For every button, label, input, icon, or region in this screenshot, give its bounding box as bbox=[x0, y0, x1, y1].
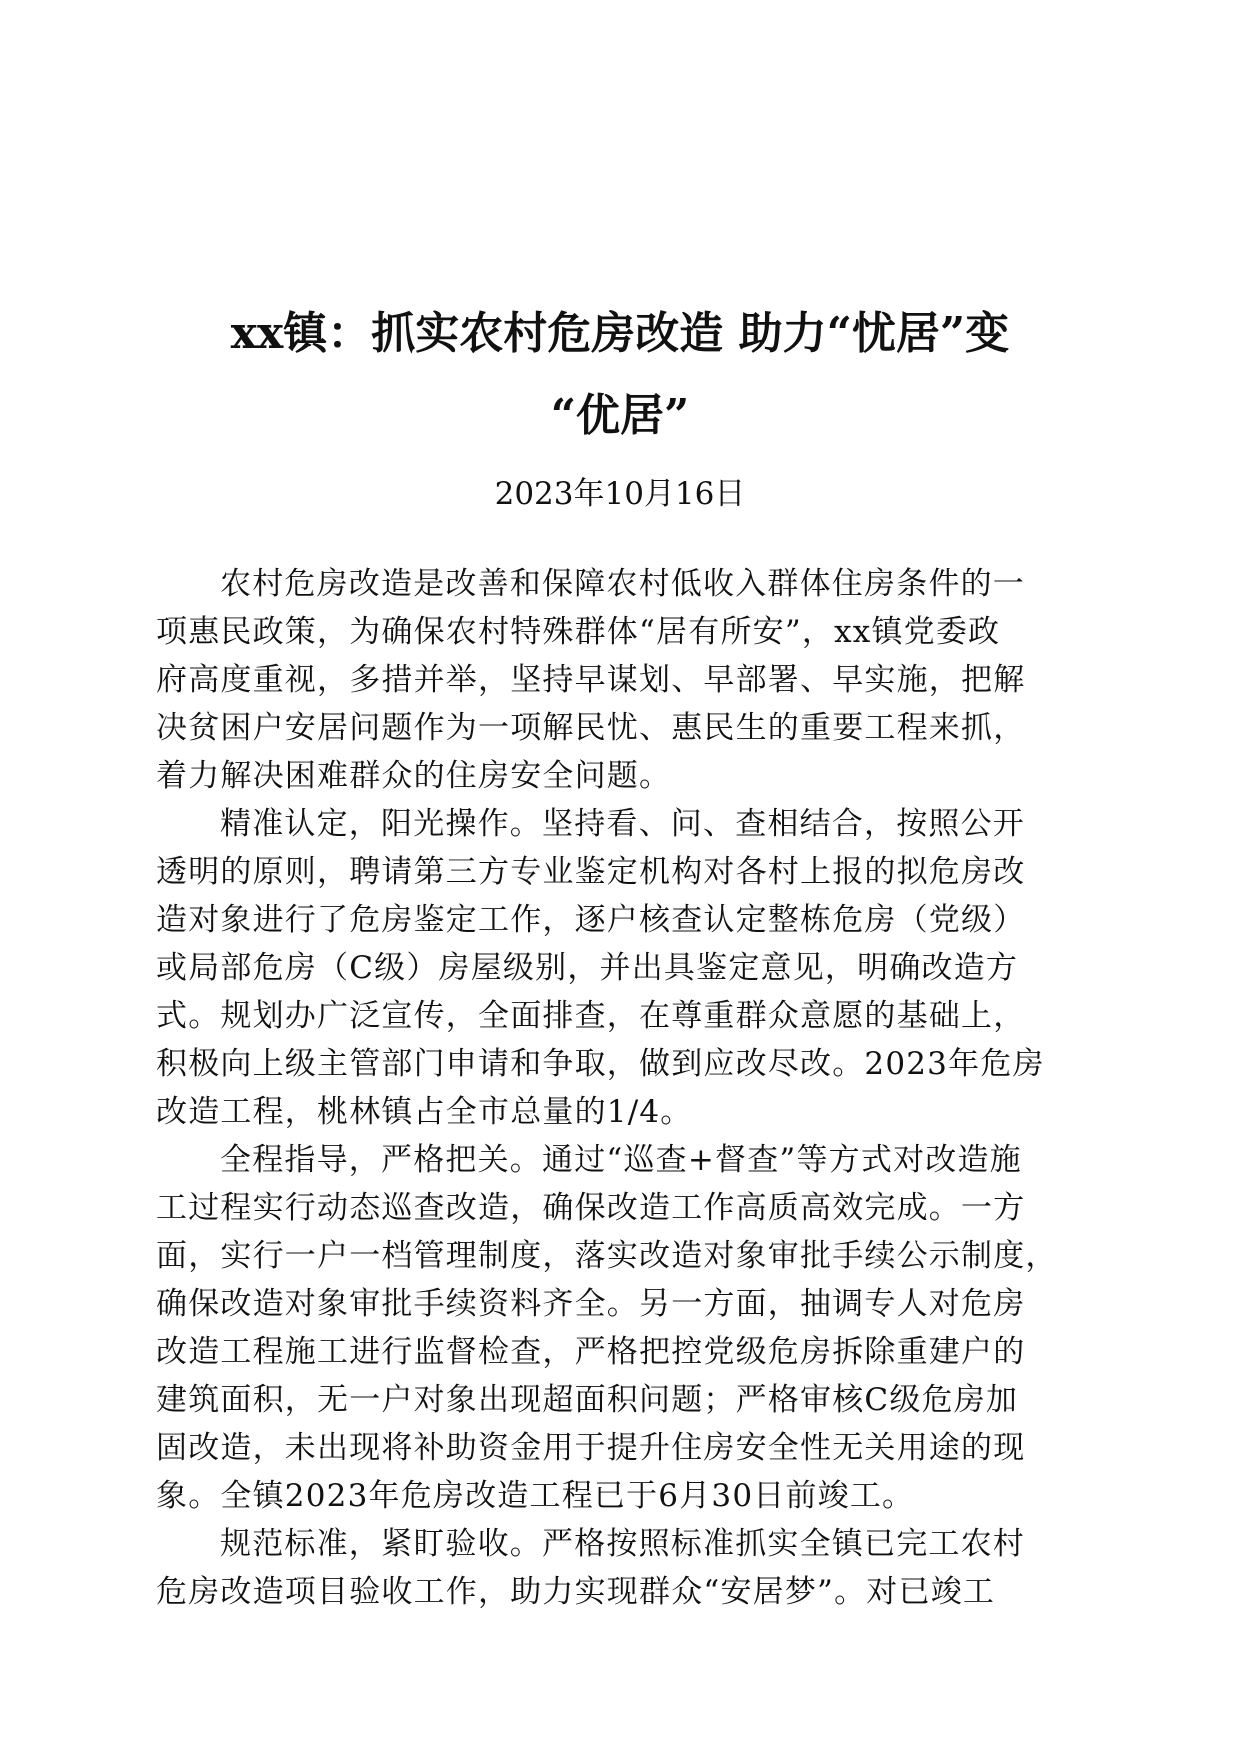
body-line: 精准认定，阳光操作。坚持看、问、查相结合，按照公开 bbox=[220, 806, 1025, 842]
body-line: 项惠民政策，为确保农村特殊群体“居有所安”，xx镇党委政 bbox=[156, 614, 1001, 650]
body-line: 危房改造项目验收工作，助力实现群众“安居梦”。对已竣工 bbox=[156, 1574, 996, 1610]
body-line: 改造工程施工进行监督检查，严格把控党级危房拆除重建户的 bbox=[156, 1334, 1026, 1370]
body-line: 或局部危房（C级）房屋级别，并出具鉴定意见，明确改造方 bbox=[156, 950, 1019, 986]
document-date: 2023年10月16日 bbox=[494, 476, 746, 512]
document-title-line-1: xx镇：抓实农村危房改造 助力“忧居”变 bbox=[230, 308, 1010, 359]
body-line: 确保改造对象审批手续资料齐全。另一方面，抽调专人对危房 bbox=[156, 1286, 1026, 1322]
body-line: 农村危房改造是改善和保障农村低收入群体住房条件的一 bbox=[220, 566, 1025, 602]
body-line: 造对象进行了危房鉴定工作，逐户核查认定整栋危房（党级） bbox=[156, 902, 1026, 938]
body-line: 府高度重视，多措并举，坚持早谋划、早部署、早实施，把解 bbox=[156, 662, 1026, 698]
body-line: 式。规划办广泛宣传，全面排查，在尊重群众意愿的基础上， bbox=[156, 998, 1026, 1034]
body-line: 面，实行一户一档管理制度，落实改造对象审批手续公示制度， bbox=[156, 1238, 1058, 1274]
document-body bbox=[156, 560, 1086, 1616]
body-line: 工过程实行动态巡查改造，确保改造工作高质高效完成。一方 bbox=[156, 1190, 1026, 1226]
body-line: 固改造，未出现将补助资金用于提升住房安全性无关用途的现 bbox=[156, 1430, 1026, 1466]
body-line: 象。全镇2023年危房改造工程已于6月30日前竣工。 bbox=[156, 1478, 915, 1514]
body-line: 积极向上级主管部门申请和争取，做到应改尽改。2023年危房 bbox=[156, 1046, 1045, 1082]
body-line: 全程指导，严格把关。通过“巡查+督查”等方式对改造施 bbox=[220, 1142, 1022, 1178]
body-line: 决贫困户安居问题作为一项解民忧、惠民生的重要工程来抓， bbox=[156, 710, 1026, 746]
body-line: 建筑面积，无一户对象出现超面积问题；严格审核C级危房加 bbox=[156, 1382, 1019, 1418]
body-line: 规范标准，紧盯验收。严格按照标准抓实全镇已完工农村 bbox=[220, 1526, 1025, 1562]
document-title-line-2: “优居” bbox=[550, 390, 690, 441]
body-line: 改造工程，桃林镇占全市总量的1/4。 bbox=[156, 1094, 693, 1130]
body-line: 着力解决困难群众的住房安全问题。 bbox=[156, 758, 672, 794]
body-line: 透明的原则，聘请第三方专业鉴定机构对各村上报的拟危房改 bbox=[156, 854, 1026, 890]
